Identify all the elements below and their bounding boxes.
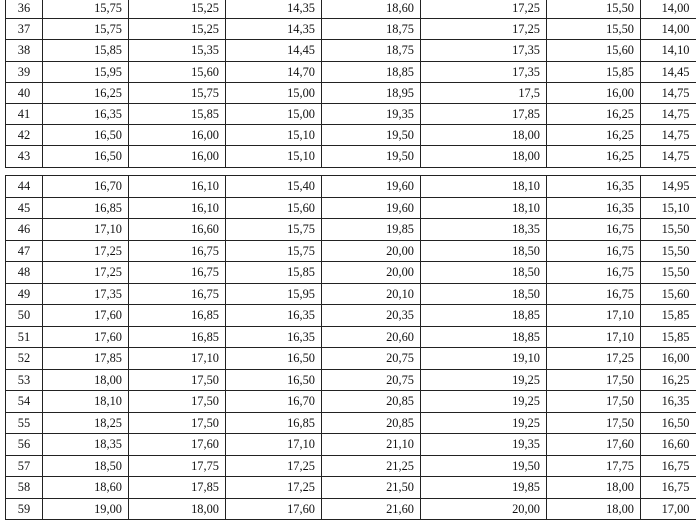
value-cell: 15,10: [226, 125, 322, 146]
value-cell: 18,60: [322, 0, 421, 19]
value-cell: 15,60: [129, 61, 226, 82]
value-cell: 19,50: [421, 455, 547, 477]
value-cell: 16,10: [129, 176, 226, 198]
value-cell: 18,60: [43, 477, 129, 499]
value-cell: 15,85: [43, 40, 129, 61]
table-row: [6, 103, 696, 124]
value-cell: 18,00: [421, 125, 547, 146]
value-cell: 16,60: [641, 434, 696, 456]
value-cell: 17,25: [421, 19, 547, 40]
value-cell: 16,50: [226, 369, 322, 391]
value-cell: 17,50: [129, 369, 226, 391]
data-table-bottom: [5, 175, 696, 520]
value-cell: 15,85: [641, 305, 696, 327]
value-cell: 16,25: [43, 82, 129, 103]
value-cell: 15,60: [547, 40, 641, 61]
value-cell: 15,75: [43, 0, 129, 19]
value-cell: 17,10: [129, 348, 226, 370]
row-number-cell: 41: [6, 103, 43, 124]
value-cell: 17,25: [547, 348, 641, 370]
table-row: [6, 0, 696, 19]
value-cell: 14,75: [641, 103, 696, 124]
table-row: [6, 477, 696, 499]
value-cell: 15,40: [226, 176, 322, 198]
table-bottom-body: [6, 176, 696, 520]
value-cell: 19,50: [322, 146, 421, 167]
value-cell: 16,35: [43, 103, 129, 124]
table-row: [6, 197, 696, 219]
value-cell: 17,85: [129, 477, 226, 499]
table-row: [6, 305, 696, 327]
value-cell: 19,25: [421, 391, 547, 413]
value-cell: 17,25: [43, 262, 129, 284]
value-cell: 15,75: [226, 219, 322, 241]
value-cell: 14,95: [641, 176, 696, 198]
row-number-cell: 44: [6, 176, 43, 198]
value-cell: 18,35: [43, 434, 129, 456]
value-cell: 14,75: [641, 82, 696, 103]
row-number-cell: 55: [6, 412, 43, 434]
value-cell: 15,75: [129, 82, 226, 103]
value-cell: 15,85: [226, 262, 322, 284]
row-number-cell: 50: [6, 305, 43, 327]
table-row: [6, 412, 696, 434]
table-row: [6, 498, 696, 520]
value-cell: 16,75: [129, 283, 226, 305]
value-cell: 17,35: [421, 40, 547, 61]
value-cell: 16,00: [547, 82, 641, 103]
value-cell: 17,25: [226, 455, 322, 477]
table-row: [6, 40, 696, 61]
value-cell: 16,85: [129, 305, 226, 327]
value-cell: 15,35: [129, 40, 226, 61]
value-cell: 16,85: [43, 197, 129, 219]
row-number-cell: 47: [6, 240, 43, 262]
value-cell: 19,35: [421, 434, 547, 456]
value-cell: 15,50: [641, 219, 696, 241]
value-cell: 16,25: [547, 103, 641, 124]
value-cell: 17,50: [547, 412, 641, 434]
value-cell: 18,85: [421, 326, 547, 348]
value-cell: 15,25: [129, 0, 226, 19]
value-cell: 19,60: [322, 197, 421, 219]
value-cell: 17,75: [547, 455, 641, 477]
table-row: [6, 240, 696, 262]
value-cell: 21,60: [322, 498, 421, 520]
value-cell: 16,35: [547, 176, 641, 198]
row-number-cell: 52: [6, 348, 43, 370]
value-cell: 17,85: [421, 103, 547, 124]
value-cell: 16,35: [547, 197, 641, 219]
value-cell: 18,35: [421, 219, 547, 241]
value-cell: 16,75: [129, 262, 226, 284]
value-cell: 16,75: [547, 219, 641, 241]
row-number-cell: 59: [6, 498, 43, 520]
value-cell: 18,00: [547, 477, 641, 499]
value-cell: 16,00: [129, 125, 226, 146]
value-cell: 17,60: [43, 305, 129, 327]
value-cell: 17,10: [226, 434, 322, 456]
value-cell: 16,50: [43, 146, 129, 167]
value-cell: 14,35: [226, 19, 322, 40]
value-cell: 15,50: [641, 240, 696, 262]
value-cell: 14,70: [226, 61, 322, 82]
value-cell: 18,50: [421, 262, 547, 284]
value-cell: 18,95: [322, 82, 421, 103]
value-cell: 20,75: [322, 369, 421, 391]
value-cell: 20,60: [322, 326, 421, 348]
row-number-cell: 39: [6, 61, 43, 82]
value-cell: 15,10: [226, 146, 322, 167]
value-cell: 17,35: [43, 283, 129, 305]
row-number-cell: 37: [6, 19, 43, 40]
value-cell: 15,50: [547, 0, 641, 19]
value-cell: 17,60: [43, 326, 129, 348]
value-cell: 18,85: [322, 61, 421, 82]
value-cell: 16,75: [641, 477, 696, 499]
value-cell: 16,50: [43, 125, 129, 146]
value-cell: 15,60: [641, 283, 696, 305]
value-cell: 19,00: [43, 498, 129, 520]
row-number-cell: 57: [6, 455, 43, 477]
row-number-cell: 53: [6, 369, 43, 391]
value-cell: 14,10: [641, 40, 696, 61]
value-cell: 17,60: [226, 498, 322, 520]
value-cell: 17,25: [43, 240, 129, 262]
row-number-cell: 42: [6, 125, 43, 146]
value-cell: 17,75: [129, 455, 226, 477]
value-cell: 16,70: [226, 391, 322, 413]
value-cell: 18,00: [547, 498, 641, 520]
value-cell: 15,85: [547, 61, 641, 82]
table-row: [6, 219, 696, 241]
value-cell: 20,85: [322, 412, 421, 434]
table-top-body: [6, 0, 696, 167]
value-cell: 18,75: [322, 19, 421, 40]
value-cell: 18,50: [43, 455, 129, 477]
value-cell: 20,00: [421, 498, 547, 520]
value-cell: 18,10: [421, 176, 547, 198]
value-cell: 15,50: [547, 19, 641, 40]
table-row: [6, 434, 696, 456]
value-cell: 16,75: [547, 262, 641, 284]
value-cell: 15,25: [129, 19, 226, 40]
value-cell: 19,50: [322, 125, 421, 146]
value-cell: 16,35: [226, 305, 322, 327]
row-number-cell: 54: [6, 391, 43, 413]
value-cell: 18,50: [421, 240, 547, 262]
value-cell: 17,10: [547, 326, 641, 348]
value-cell: 18,00: [421, 146, 547, 167]
row-number-cell: 51: [6, 326, 43, 348]
value-cell: 18,75: [322, 40, 421, 61]
value-cell: 18,10: [43, 391, 129, 413]
value-cell: 16,25: [547, 125, 641, 146]
value-cell: 14,00: [641, 0, 696, 19]
value-cell: 15,00: [226, 103, 322, 124]
row-number-cell: 56: [6, 434, 43, 456]
table-row: [6, 369, 696, 391]
table-row: [6, 125, 696, 146]
value-cell: 16,50: [226, 348, 322, 370]
value-cell: 18,00: [43, 369, 129, 391]
value-cell: 20,85: [322, 391, 421, 413]
value-cell: 16,25: [547, 146, 641, 167]
value-cell: 20,00: [322, 262, 421, 284]
table-row: [6, 455, 696, 477]
value-cell: 15,75: [226, 240, 322, 262]
value-cell: 16,00: [641, 348, 696, 370]
value-cell: 19,35: [322, 103, 421, 124]
value-cell: 19,85: [421, 477, 547, 499]
table-row: [6, 391, 696, 413]
value-cell: 14,75: [641, 125, 696, 146]
row-number-cell: 48: [6, 262, 43, 284]
row-number-cell: 58: [6, 477, 43, 499]
value-cell: 18,25: [43, 412, 129, 434]
value-cell: 17,25: [421, 0, 547, 19]
table-row: [6, 19, 696, 40]
table-row: [6, 146, 696, 167]
table-row: [6, 348, 696, 370]
value-cell: 20,35: [322, 305, 421, 327]
value-cell: 18,00: [129, 498, 226, 520]
row-number-cell: 49: [6, 283, 43, 305]
value-cell: 17,50: [547, 369, 641, 391]
value-cell: 16,50: [641, 412, 696, 434]
value-cell: 16,85: [129, 326, 226, 348]
row-number-cell: 43: [6, 146, 43, 167]
value-cell: 15,60: [226, 197, 322, 219]
value-cell: 17,5: [421, 82, 547, 103]
value-cell: 16,85: [226, 412, 322, 434]
value-cell: 17,10: [547, 305, 641, 327]
value-cell: 16,75: [129, 240, 226, 262]
value-cell: 19,25: [421, 369, 547, 391]
value-cell: 17,50: [129, 412, 226, 434]
value-cell: 17,50: [547, 391, 641, 413]
value-cell: 15,85: [129, 103, 226, 124]
value-cell: 20,00: [322, 240, 421, 262]
value-cell: 15,85: [641, 326, 696, 348]
value-cell: 18,10: [421, 197, 547, 219]
value-cell: 16,75: [547, 283, 641, 305]
row-number-cell: 38: [6, 40, 43, 61]
value-cell: 16,35: [641, 391, 696, 413]
value-cell: 16,75: [641, 455, 696, 477]
value-cell: 16,10: [129, 197, 226, 219]
value-cell: 16,00: [129, 146, 226, 167]
value-cell: 17,50: [129, 391, 226, 413]
value-cell: 15,10: [641, 197, 696, 219]
value-cell: 20,10: [322, 283, 421, 305]
value-cell: 17,35: [421, 61, 547, 82]
value-cell: 18,50: [421, 283, 547, 305]
table-row: [6, 283, 696, 305]
value-cell: 16,70: [43, 176, 129, 198]
table-row: [6, 82, 696, 103]
table-row: [6, 262, 696, 284]
row-number-cell: 36: [6, 0, 43, 19]
value-cell: 17,85: [43, 348, 129, 370]
value-cell: 14,35: [226, 0, 322, 19]
value-cell: 15,95: [226, 283, 322, 305]
data-table-top: [5, 0, 696, 168]
value-cell: 19,10: [421, 348, 547, 370]
value-cell: 19,85: [322, 219, 421, 241]
value-cell: 15,50: [641, 262, 696, 284]
value-cell: 17,60: [129, 434, 226, 456]
value-cell: 16,60: [129, 219, 226, 241]
value-cell: 14,45: [641, 61, 696, 82]
value-cell: 20,75: [322, 348, 421, 370]
value-cell: 14,75: [641, 146, 696, 167]
row-number-cell: 45: [6, 197, 43, 219]
value-cell: 21,10: [322, 434, 421, 456]
value-cell: 15,75: [43, 19, 129, 40]
value-cell: 17,60: [547, 434, 641, 456]
table-row: [6, 326, 696, 348]
value-cell: 16,35: [226, 326, 322, 348]
value-cell: 14,00: [641, 19, 696, 40]
value-cell: 19,60: [322, 176, 421, 198]
value-cell: 17,25: [226, 477, 322, 499]
value-cell: 21,50: [322, 477, 421, 499]
value-cell: 15,00: [226, 82, 322, 103]
value-cell: 15,95: [43, 61, 129, 82]
value-cell: 17,00: [641, 498, 696, 520]
row-number-cell: 40: [6, 82, 43, 103]
row-number-cell: 46: [6, 219, 43, 241]
value-cell: 21,25: [322, 455, 421, 477]
value-cell: 14,45: [226, 40, 322, 61]
table-row: [6, 61, 696, 82]
value-cell: 17,10: [43, 219, 129, 241]
table-row: [6, 176, 696, 198]
value-cell: 19,25: [421, 412, 547, 434]
value-cell: 16,75: [547, 240, 641, 262]
value-cell: 16,25: [641, 369, 696, 391]
value-cell: 18,85: [421, 305, 547, 327]
